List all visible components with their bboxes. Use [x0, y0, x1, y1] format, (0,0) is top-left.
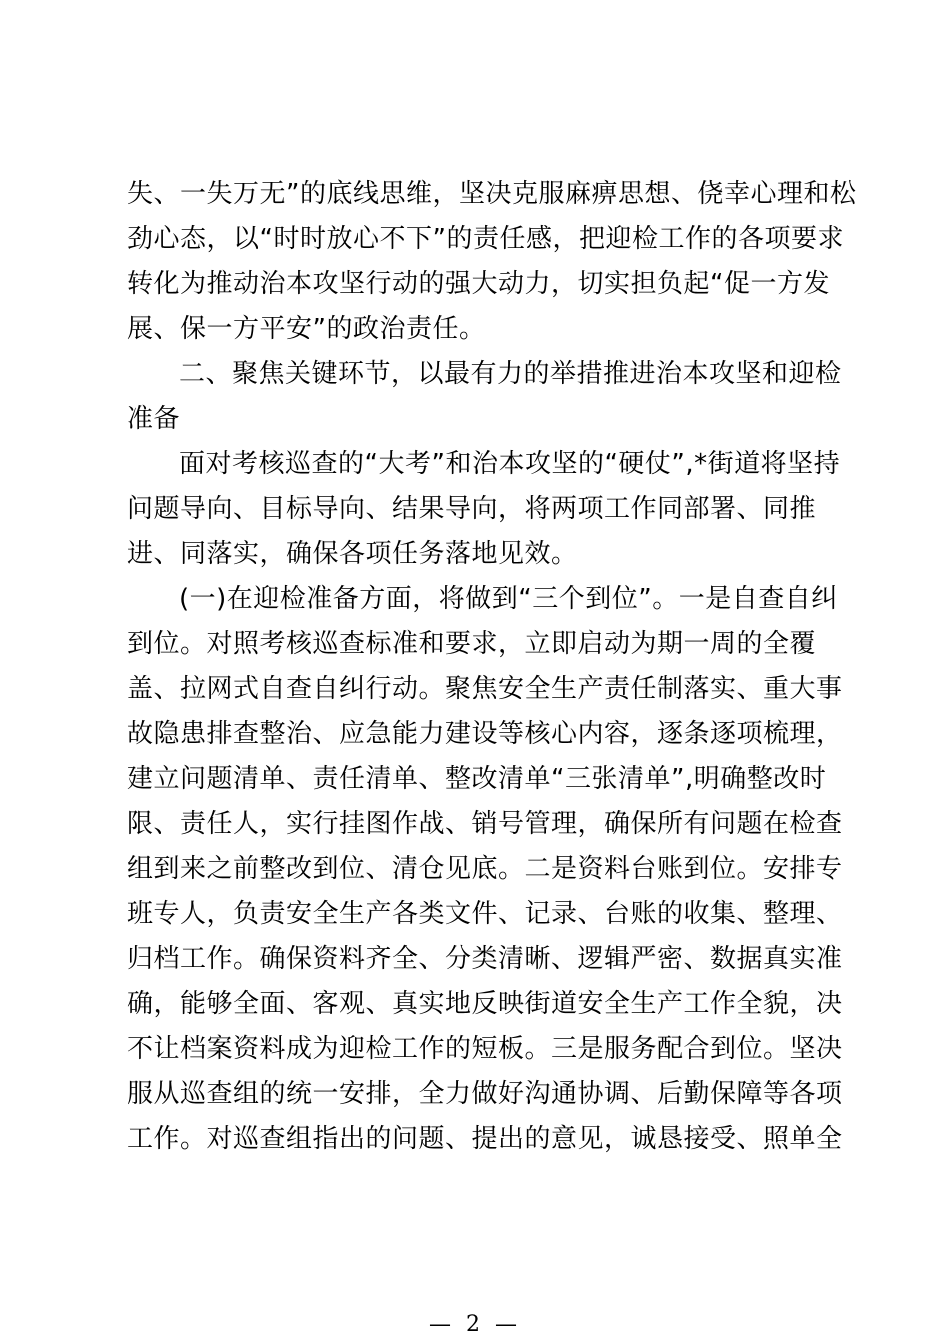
- text-line: 面对考核巡查的“大考”和治本攻坚的“硬仗”,*街道将坚持: [179, 449, 841, 479]
- section-heading-continued: 准备: [127, 404, 181, 434]
- text-line: 组到来之前整改到位、清仓见底。二是资料台账到位。安排专: [127, 854, 843, 884]
- text-line: 服从巡查组的统一安排，全力做好沟通协调、后勤保障等各项: [127, 1079, 843, 1109]
- text-line: (一)在迎检准备方面，将做到“三个到位”。一是自查自纠: [179, 584, 838, 614]
- text-line: 到位。对照考核巡查标准和要求，立即启动为期一周的全覆: [127, 629, 817, 659]
- text-line: 确，能够全面、客观、真实地反映街道安全生产工作全貌，决: [127, 989, 843, 1019]
- text-line: 盖、拉网式自查自纠行动。聚焦安全生产责任制落实、重大事: [127, 674, 843, 704]
- text-line: 限、责任人，实行挂图作战、销号管理，确保所有问题在检查: [127, 809, 843, 839]
- text-line: 班专人，负责安全生产各类文件、记录、台账的收集、整理、: [127, 899, 843, 929]
- page-number: — 2 —: [429, 1312, 521, 1337]
- text-line: 归档工作。确保资料齐全、分类清晰、逻辑严密、数据真实准: [127, 944, 843, 974]
- text-line: 故隐患排查整治、应急能力建设等核心内容，逐条逐项梳理，: [127, 719, 843, 749]
- text-line: 展、保一方平安”的政治责任。: [127, 314, 486, 344]
- text-line: 失、一失万无”的底线思维，坚决克服麻痹思想、侥幸心理和松: [127, 179, 857, 209]
- text-line: 进、同落实，确保各项任务落地见效。: [127, 539, 578, 569]
- section-heading: 二、聚焦关键环节，以最有力的举措推进治本攻坚和迎检: [179, 359, 842, 389]
- text-line: 不让档案资料成为迎检工作的短板。三是服务配合到位。坚决: [127, 1034, 843, 1064]
- text-line: 工作。对巡查组指出的问题、提出的意见，诚恳接受、照单全: [127, 1124, 843, 1154]
- text-line: 转化为推动治本攻坚行动的强大动力，切实担负起“促一方发: [127, 269, 830, 299]
- text-line: 问题导向、目标导向、结果导向，将两项工作同部署、同推: [127, 494, 817, 524]
- text-line: 劲心态，以“时时放心不下”的责任感，把迎检工作的各项要求: [127, 224, 844, 254]
- text-line: 建立问题清单、责任清单、整改清单“三张清单”,明确整改时: [127, 764, 827, 794]
